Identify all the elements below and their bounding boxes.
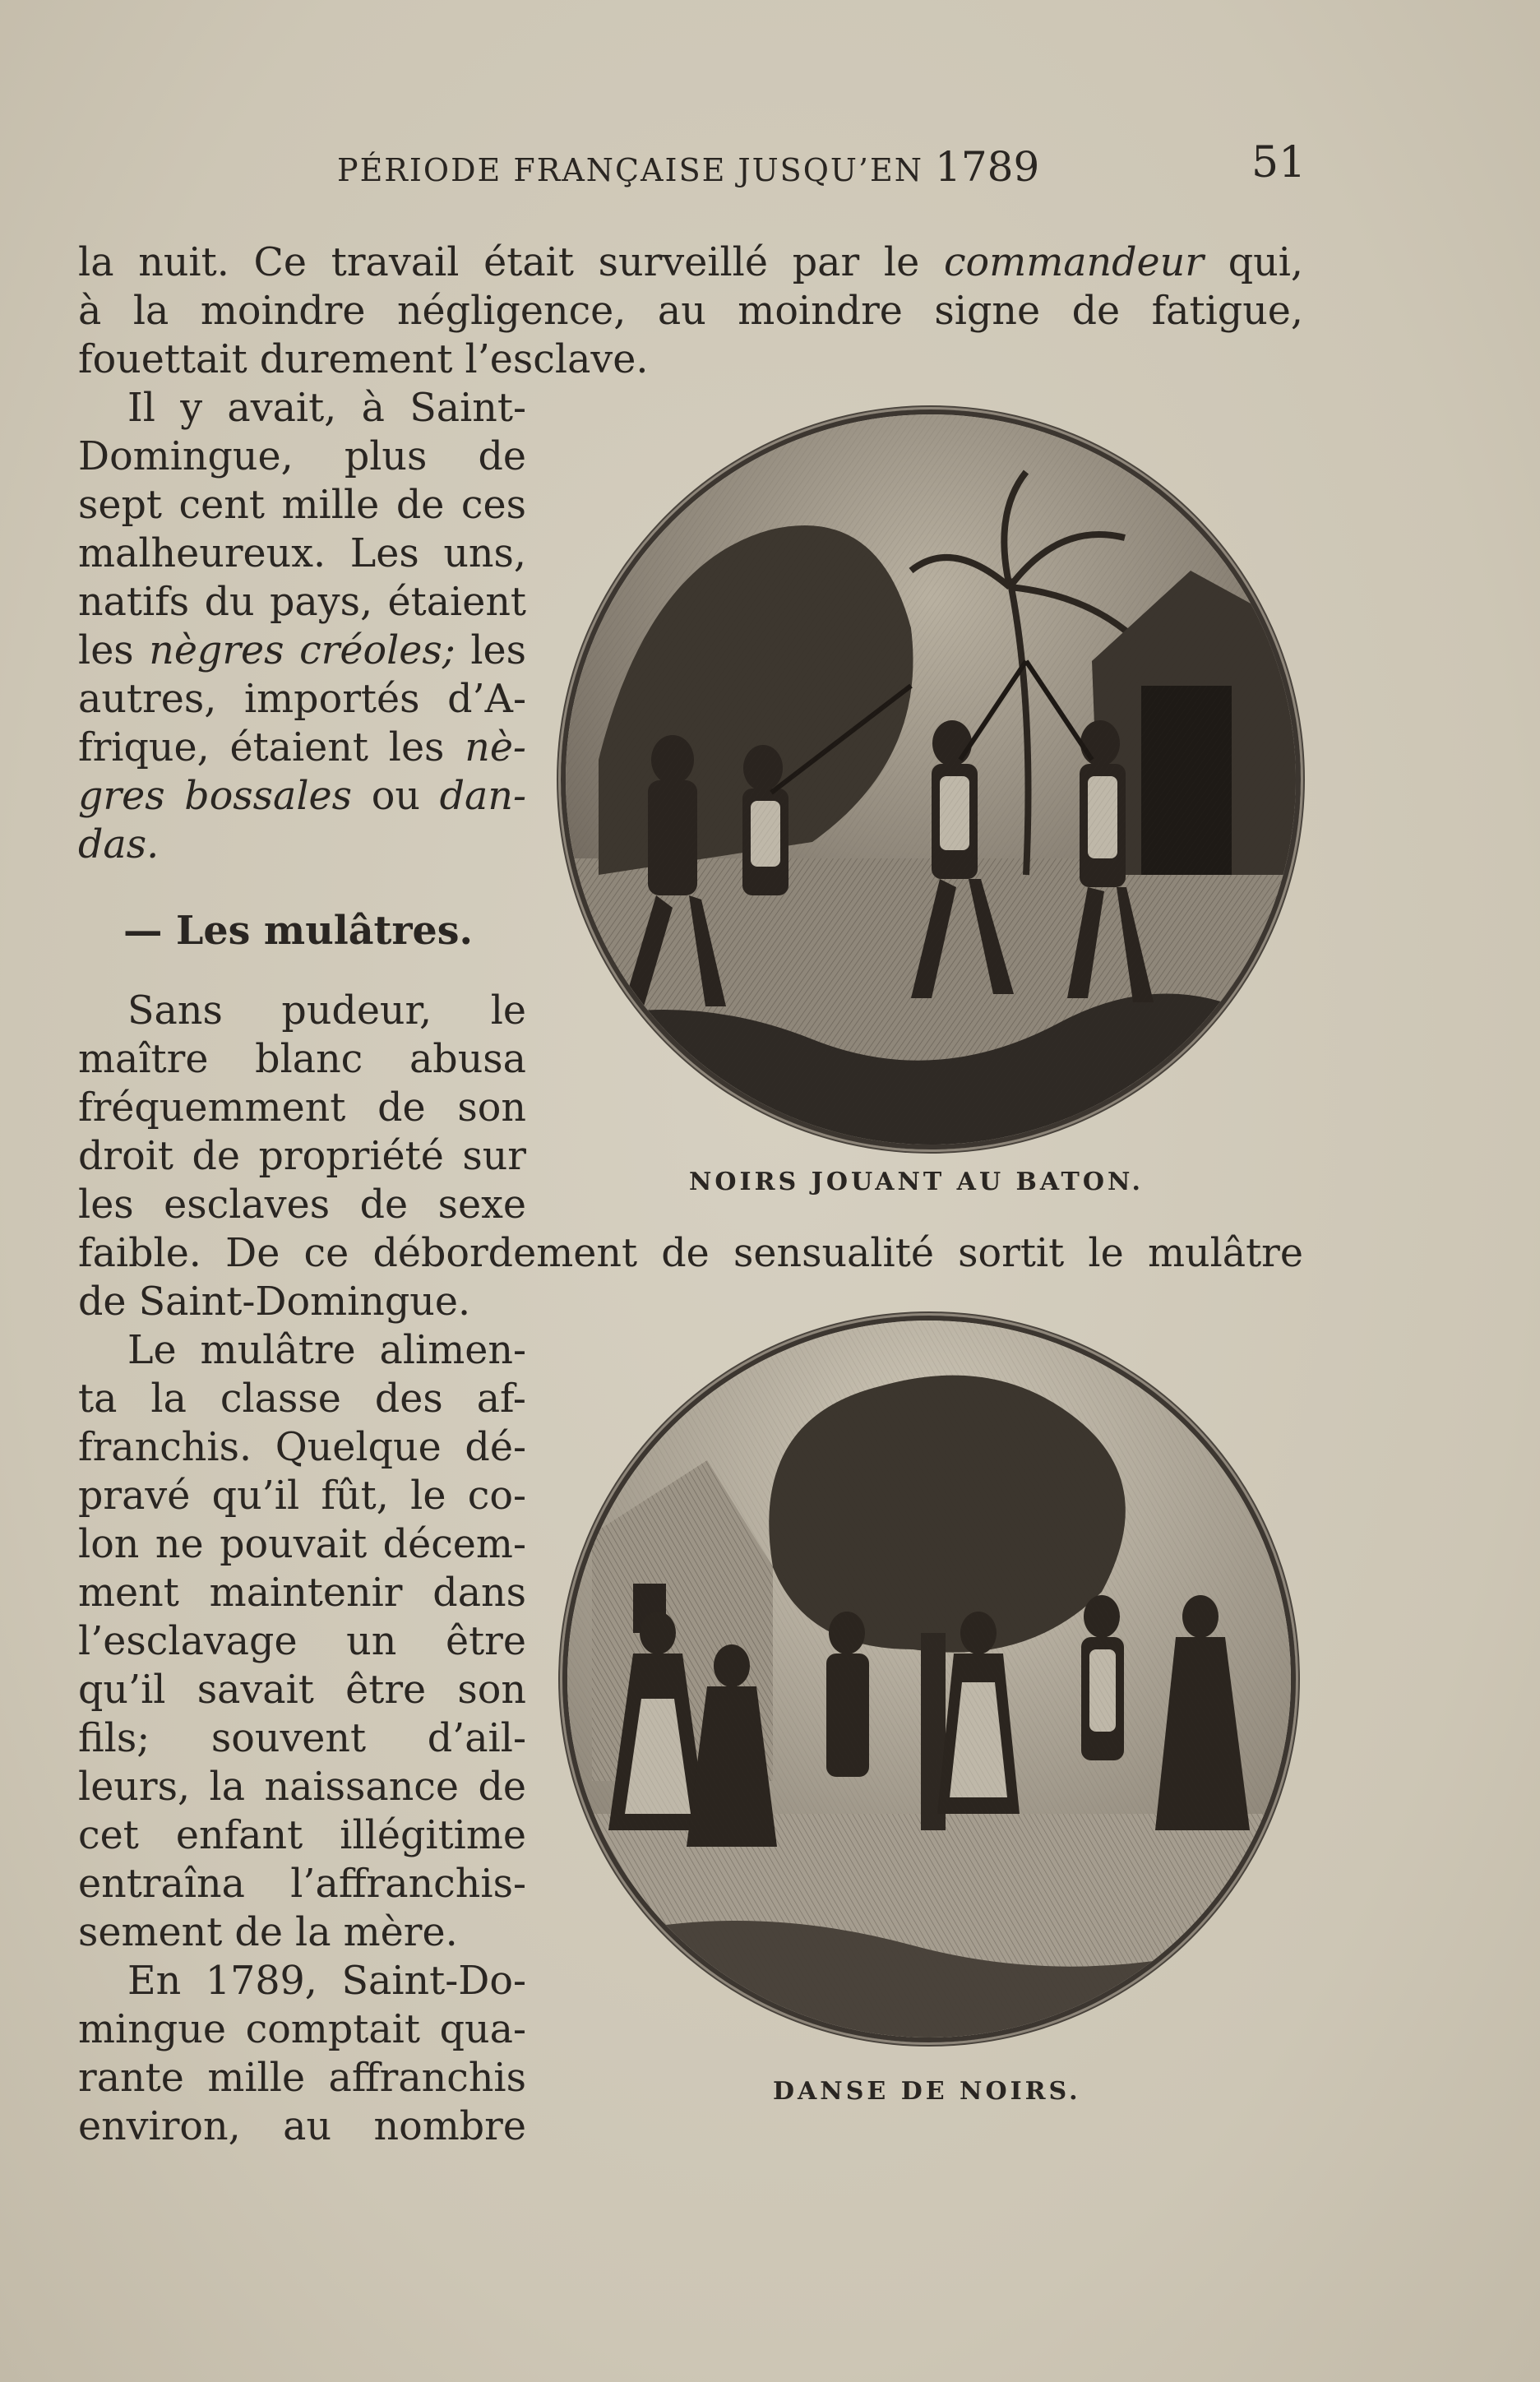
- text-line: fils; souvent d’ail-: [78, 1716, 526, 1761]
- paragraph-3: [78, 987, 526, 1229]
- text-line: En 1789, Saint-Do-: [127, 1959, 526, 2004]
- figure-caption-dance: DANSE DE NOIRS.: [773, 2077, 1081, 2106]
- text-line: la nuit. Ce travail était surveillé par le commandeur qui,: [78, 240, 1303, 285]
- emphasis: commandeur: [943, 240, 1204, 285]
- section-heading: — Les mulâtres.: [123, 908, 474, 954]
- text-line: mingue comptait qua-: [78, 2007, 526, 2052]
- text-line: de Saint-Domingue.: [78, 1279, 471, 1325]
- paragraph-3-continued: [78, 1229, 1303, 1326]
- engraving-stick-fighting-icon: [566, 414, 1296, 1145]
- text-line: ta la classe des af-: [78, 1376, 526, 1422]
- text-line: leurs, la naissance de: [78, 1765, 526, 1810]
- text-line: lon ne pouvait décem-: [78, 1522, 526, 1567]
- text-line: Sans pudeur, le: [127, 988, 526, 1034]
- text-line: les esclaves de sexe: [78, 1182, 526, 1228]
- paragraph-4: [78, 1326, 526, 1957]
- text-line: sement de la mère.: [78, 1910, 458, 1955]
- running-title: PÉRIODE FRANÇAISE JUSQU’EN 1789: [337, 143, 1040, 191]
- text-line: l’esclavage un être: [78, 1619, 526, 1664]
- text-line: pravé qu’il fût, le co-: [78, 1473, 526, 1519]
- text-line: gres bossales ou dan-: [78, 774, 526, 819]
- page-number: 51: [1251, 138, 1306, 187]
- figure-stick-fighting: [561, 409, 1301, 1149]
- text-line: Domingue, plus de: [78, 434, 526, 479]
- paragraph-5: [78, 1957, 526, 2151]
- text-line: qu’il savait être son: [78, 1667, 526, 1713]
- running-head: [0, 138, 1540, 196]
- text-line: ment maintenir dans: [78, 1570, 526, 1616]
- figure-caption-stick-fighting: NOIRS JOUANT AU BATON.: [689, 1168, 1144, 1196]
- text-line: cet enfant illégitime: [78, 1813, 526, 1858]
- text-line: autres, importés d’A-: [78, 677, 526, 722]
- text-line: sept cent mille de ces: [78, 483, 526, 528]
- text-line: à la moindre négligence, au moindre signe de fatigue,: [78, 289, 1303, 334]
- running-title-year: 1789: [935, 143, 1040, 191]
- text-line: frique, étaient les nè-: [78, 725, 526, 770]
- text-line: fouettait durement l’esclave.: [78, 337, 649, 382]
- text-line: entraîna l’affranchis-: [78, 1862, 526, 1907]
- paragraph-1: [78, 238, 1303, 384]
- text-line: droit de propriété sur: [78, 1134, 526, 1179]
- text-line: maître blanc abusa: [78, 1037, 526, 1082]
- text-line: malheureux. Les uns,: [78, 531, 526, 576]
- text-line: fréquemment de son: [78, 1085, 526, 1131]
- text-line: rante mille affranchis: [78, 2056, 526, 2101]
- text-line: natifs du pays, étaient: [78, 580, 526, 625]
- figure-dance: [562, 1316, 1296, 2042]
- text-line: les nègres créoles; les: [78, 628, 527, 673]
- paragraph-2: [78, 384, 526, 869]
- text-line: franchis. Quelque dé-: [78, 1425, 526, 1470]
- text-line: faible. De ce débordement de sensualité sortit le mulâtre: [78, 1231, 1303, 1276]
- text-line: Le mulâtre alimen-: [127, 1328, 526, 1373]
- text-line: Il y avait, à Saint-: [127, 386, 526, 431]
- text-line: das.: [78, 822, 160, 867]
- text-line: environ, au nombre: [78, 2104, 526, 2149]
- engraving-dance-icon: [567, 1321, 1291, 2037]
